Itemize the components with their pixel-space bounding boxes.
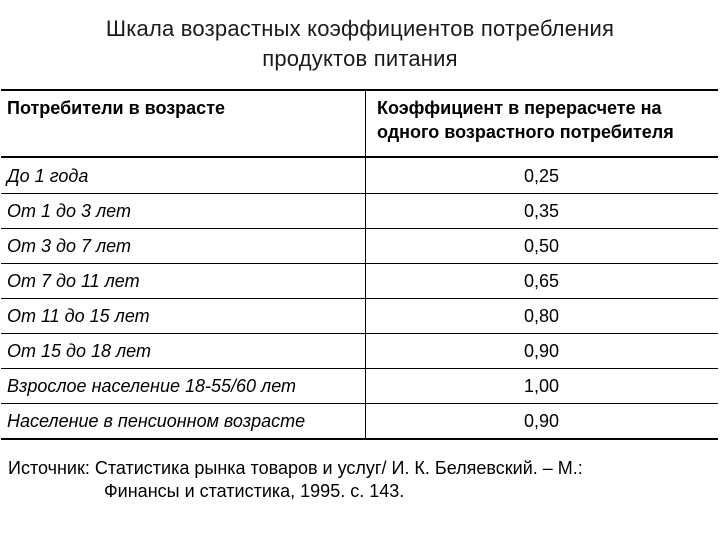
age-coefficient-table [1,89,718,440]
slide-title [0,14,720,74]
age-group-cell: Население в пенсионном возрасте [1,404,366,440]
age-group-cell: От 7 до 11 лет [1,264,366,299]
table-row [1,299,718,334]
source-line-2: Финансы и статистика, 1995. с. 143. [104,481,405,501]
coefficient-cell: 0,25 [366,157,719,194]
table-row [1,194,718,229]
table-header-row [1,90,718,157]
coefficient-cell: 0,80 [366,299,719,334]
coefficient-cell: 0,90 [366,404,719,440]
header-consumers-age: Потребители в возрасте [1,90,366,157]
table-row [1,369,718,404]
coefficient-cell: 0,90 [366,334,719,369]
table-row [1,334,718,369]
source-line-1: Источник: Статистика рынка товаров и услуг/ И. К. Беляевский. – М.: [8,458,583,478]
age-group-cell: От 1 до 3 лет [1,194,366,229]
header-coefficient-line-2: одного возрастного потребителя [377,122,674,142]
coefficient-cell: 0,35 [366,194,719,229]
table-row [1,229,718,264]
header-coefficient-line-1: Коэффициент в перерасчете на [377,98,662,118]
header-coefficient [366,90,719,157]
age-group-cell: Взрослое население 18-55/60 лет [1,369,366,404]
source-citation [8,457,708,503]
age-group-cell: От 3 до 7 лет [1,229,366,264]
age-group-cell: От 11 до 15 лет [1,299,366,334]
table-row [1,157,718,194]
coefficient-cell: 0,50 [366,229,719,264]
coefficient-cell: 1,00 [366,369,719,404]
age-group-cell: До 1 года [1,157,366,194]
slide-title-line-1: Шкала возрастных коэффициентов потребления [105,16,615,41]
coefficient-cell: 0,65 [366,264,719,299]
table-row [1,404,718,440]
slide-title-line-2: продуктов питания [262,46,458,71]
age-group-cell: От 15 до 18 лет [1,334,366,369]
table-row [1,264,718,299]
